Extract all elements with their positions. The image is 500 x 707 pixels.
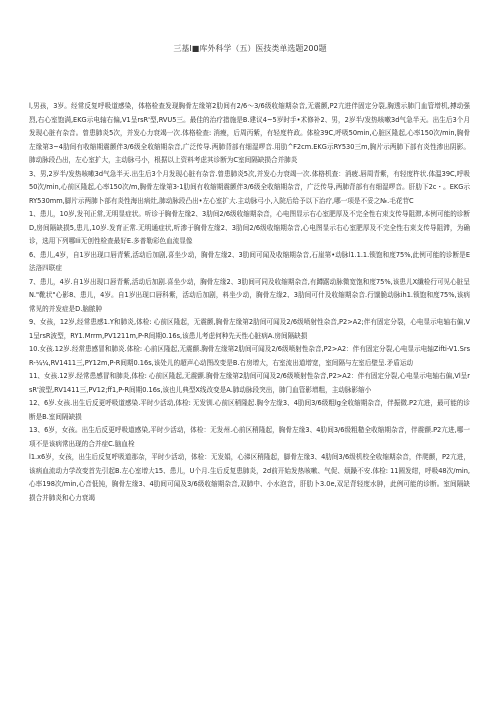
paragraph-q14-15: l1.x6岁，女孩，出生后反复呼吸道那杂，平时少活动，体检：无发娟，心涕区稍隆起，脚骨左缘3、4肋间3/6级机校全收缩期杂音，伴爬颤，P2亢进，该病血流动力学改变首先引起B.左心室增大15、患儿，U个月.生后反复患肺炎，2d前开始发热咳嗽、气促、烦躁不安.体检: 11圆发绀，呼吸48次/min,心率198次/min,心音低钝，胸骨左缘3、4肋间可闻及3/6级收缩期杂音,双肺中、小水泡音，肝肋卜3.0e,双足背轻度水肿，此例可能的诊断。室间隔缺损合并肺炎和心力衰竭 (29, 453, 470, 502)
document-title: 三基I■库外科学（五）医技类单选题200题 (173, 44, 327, 53)
paragraph-q3: 3、男,2岁半/发热咳嗽3d气急半天.出生后3个月发现心脏有杂音.曾患肺炎5次,并发心力衰竭一次.体格机查：消疲.唇周青紫，有轻度杵状.体温39C,呼吸50次/min,心前区隆起,心率150次/m,胸骨左缘第3-1肋间有收缩期震颤伴3/6级全收缩期杂音，广泛传导,两肺背部有有细湿啰音。肝肋下2c・。EKG示RY530mm,脚片示两肺卜部有炎性海出病灶,肺动脉段凸出•左心室扩大.主动脉弓小,入院后给予以下治疗,哪一项是不妥之№.毛花苷C (29, 169, 470, 205)
paragraph-q1-2: l,男孩，3岁。经常反复呼吸道感染，体格检查发现胸骨左缘第2肋间有2/6～3/6级收缩期杂音,无震颤,P2亢进伴固定分裂,胸透示肺门血管增机,搏动强烈,右心室饱满,EKG示电轴右偏,V1呈rsR'型,RVU5三。最佳的治疗措施是B.建议4~5岁时手•术修补2、男，2岁半/发热咳嗽3d气急半天。出生后3个月发现心脏有杂音。曾患肺炎5次，并发心力衰竭一次.体格检查: 消瘦，后周丙紫，有轻度杵政。体检39C,呼吸50min,心脏区隆起,心率150次/min,胸骨左缘第3~4肋间有收缩期震颤伴3/6级全收缩期杂音,广泛传导.两肺背部有细湿啰音.用肋^F2cm.EKG示RY530三m,胸片示两肺下部有炎性渗出阴影。肺动脉段凸出，左心室扩大，主动脉弓小，根据以上资料考虑其诊断为C室间隔缺损合并肺炎 (29, 102, 470, 164)
paragraph-q6: 6、患儿,4岁，自1岁出现口唇青紫,活动后加剧,喜坐少动，胸骨左缘2、3肋间可闻及收缩期杂音,石崖第•动脉l1.1.1.锁饱和度75%,此例可能的诊断是E法洛四联症 (29, 250, 470, 272)
paragraph-q11: 11、女孩.12岁.经常患感冒和肺炎,体检: 心前区隆起,无震颤.胸骨左缘第2肋间可闻及2/6级喷射性杂音,P2>A2：伴有固定分裂,心电显示电轴右偏,Vl呈rsR'波型,RV1411三,PV12;ff1,P-R间期0.16s,该也儿典型X线改变是A.肺动脉段突出，肺门血管影增粗，主动脉影缩小 (29, 372, 470, 394)
paragraph-q4-5: 1、患儿，10岁,发刊正常,无明显症状。听诊于胸骨左缘2、3肋间2/6级收缩期杂音，心电图显示右心室肥厚及不完全性右束支传导阻滞,本例可能的诊断D,房间隔缺损5,患儿,10岁.发育正常.无明通症状,听渗于胸骨左缘2、3肋间2/6级收缩期杂音,心电图显示右心室肥厚及不完全性右束支传导阻滞，为确诊，选用下列哪Iii无创性检查最好E.多普勒彩色血流显像 (29, 210, 470, 245)
paragraph-q13: 13、6岁，女孩。出生后反更呼吸道感染,平时少活动，体检：无发州.心前区稍隆起，胸骨左缘3、4肋间3/6级粗糙全收缩期杂音，伴震颤.P2亢进,哪一项不是该病常出现的合并症C.脑血栓 (29, 426, 470, 448)
document-body (29, 100, 470, 505)
paragraph-q7-8: 7、患儿，4岁.自1岁出现口唇青紫,活动后加剧.喜坐少动，胸骨左缘2、3肋间可同及收缩期杂音,有蹲踞动脉微宽饱和度75%,该患儿X纖检行可见心脏呈N."靴状"心影8、患儿，4岁。自1岁出现口唇科紫，活动后加剧，料坐少动，胸骨左缘2、3肋间可什及收缩期杂音.行馕脆动脉ih1.锁饱和度75%,该病常见的并发症是D.脑脓肿 (29, 277, 470, 313)
paragraph-q9: 9、女孩，12岁,经常患感1.Y和肺炎,体检: 心前区隆起，无震颤,胸骨左缘第2肋间可闻及2/6级喷射性杂音,P2>A2;伴有固定分裂，心电显示电轴右偏,V1呈rsR波型，RY1.Mrrm,PV1211m,P-R间期0.16s,该患儿考虑何种先天性心脏病A.房间隔缺损 (29, 318, 470, 340)
paragraph-q12: 12、6岁.女孩.出生后反更呼吸道感染.平时少活动,体检: 无发钏.心前区稍隆起.胸令左缘3、4肋间3/6级粗lg全收缩期杂音，伴振微.P2亢进，最可能的诊断是B.室间隔缺损 (29, 399, 470, 421)
paragraph-q10: 10.女孩.12岁.经常患感冒和肺炎.体检: 心前区隆起,无震颤.胸骨左缘第2肋间可闻及2/6级喷射性杂音,P2>A2：伴有固定分裂,心电显示电轴Zifti-V1.SrsR-¼¼,RV1411三,PY12m,P-R间期0.16s,该处儿的超声心动图改变是B.右房增大，右室流出道增宽，室间隔与左室后壁呈.矛盾运动 (29, 345, 470, 367)
